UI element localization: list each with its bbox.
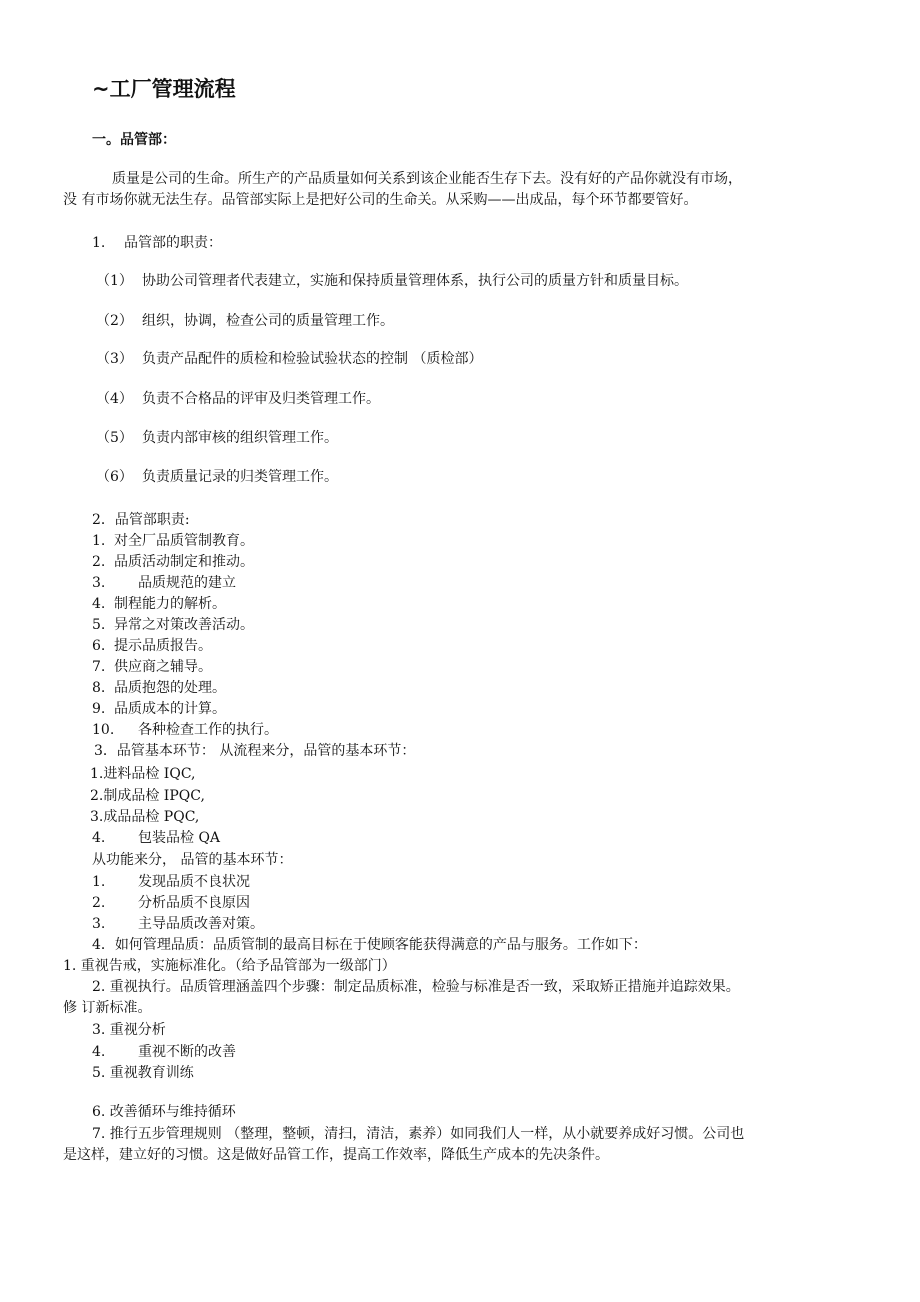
how-item-4-text: 重视不断的改善 bbox=[138, 1044, 236, 1060]
how-item-2-line-1: 2. 重视执行。品质管理涵盖四个步骤：制定品质标准，检验与标准是否一致，采取矫正措施并追踪效果。 bbox=[92, 979, 740, 995]
duty-item-text: 负责产品配件的质检和检验试验状态的控制 （质检部） bbox=[142, 351, 483, 367]
flow-item bbox=[90, 808, 199, 826]
flow-item-text: 进料品检 IQC, bbox=[103, 766, 196, 782]
improvement-cycle-item: 6. 改善循环与维持循环 bbox=[92, 1104, 236, 1120]
responsibility-text: 对全厂品质管制教育。 bbox=[114, 533, 254, 549]
function-heading: 从功能来分， 品管的基本环节： bbox=[92, 852, 293, 868]
how-item-3: 3. 重视分析 bbox=[92, 1022, 166, 1038]
responsibility-text: 品质规范的建立 bbox=[138, 575, 236, 591]
function-item bbox=[92, 894, 250, 912]
responsibility-item bbox=[92, 679, 226, 697]
responsibility-number: 9. bbox=[92, 701, 106, 717]
responsibility-item bbox=[92, 637, 212, 655]
flow-item-number: 2. bbox=[90, 788, 104, 804]
section-heading-quality-dept: 一。品管部： bbox=[92, 132, 176, 148]
responsibility-item bbox=[92, 595, 226, 613]
duty-item-number: （3） bbox=[96, 351, 133, 367]
duties-heading-text: 品管部的职责： bbox=[124, 235, 222, 251]
flow-item-text: 制成品检 IPQC, bbox=[103, 788, 205, 804]
duty-item-text: 负责质量记录的归类管理工作。 bbox=[142, 469, 338, 485]
responsibility-number: 6. bbox=[92, 638, 106, 654]
flow-item-number: 1. bbox=[90, 766, 104, 782]
responsibility-number: 5. bbox=[92, 617, 106, 633]
responsibility-number: 4. bbox=[92, 596, 106, 612]
flow-item-number: 3. bbox=[90, 809, 104, 825]
responsibility-number: 8. bbox=[92, 680, 106, 696]
responsibility-item bbox=[92, 721, 278, 739]
duties-heading bbox=[92, 234, 222, 252]
responsibility-text: 品质抱怨的处理。 bbox=[114, 680, 226, 696]
responsibility-item bbox=[92, 700, 226, 718]
duty-item bbox=[96, 468, 338, 486]
function-item-number: 2. bbox=[92, 895, 106, 911]
duty-item bbox=[96, 272, 688, 290]
function-item-number: 1. bbox=[92, 874, 106, 890]
responsibility-item bbox=[92, 616, 254, 634]
responsibility-text: 异常之对策改善活动。 bbox=[114, 617, 254, 633]
duty-item-number: （4） bbox=[96, 391, 133, 407]
how-item-4-number: 4. bbox=[92, 1044, 106, 1060]
duty-item-text: 负责内部审核的组织管理工作。 bbox=[142, 430, 338, 446]
flow-item-text: 成品品检 PQC, bbox=[103, 809, 200, 825]
how-item-1: 1. 重视告戒，实施标准化。（给予品管部为一级部门） bbox=[63, 958, 396, 974]
intro-paragraph-line-2: 没 有市场你就无法生存。品管部实际上是把好公司的生命关。从采购——出成品，每个环节都要管好。 bbox=[63, 192, 698, 208]
function-item-text: 分析品质不良原因 bbox=[138, 895, 250, 911]
responsibility-text: 各种检查工作的执行。 bbox=[138, 722, 278, 738]
duty-item bbox=[96, 350, 482, 368]
how-item-5: 5. 重视教育训练 bbox=[92, 1065, 194, 1081]
how-item-2-line-2: 修 订新标准。 bbox=[63, 1000, 152, 1016]
duty-item-text: 负责不合格品的评审及归类管理工作。 bbox=[142, 391, 380, 407]
duty-item-number: （1） bbox=[96, 273, 133, 289]
function-item-number: 3. bbox=[92, 916, 106, 932]
responsibility-number: 3. bbox=[92, 575, 106, 591]
responsibility-text: 品质成本的计算。 bbox=[114, 701, 226, 717]
duty-item-number: （2） bbox=[96, 313, 133, 329]
responsibility-item bbox=[92, 553, 254, 571]
responsibility-number: 7. bbox=[92, 659, 106, 675]
document-title: ~工厂管理流程 bbox=[92, 77, 236, 101]
how-heading: 4．如何管理品质：品质管制的最高目标在于使顾客能获得满意的产品与服务。工作如下： bbox=[92, 937, 647, 953]
responsibility-number: 1. bbox=[92, 533, 106, 549]
duty-item bbox=[96, 390, 380, 408]
five-step-rule-line-2: 是这样，建立好的习惯。这是做好品管工作，提高工作效率，降低生产成本的先决条件。 bbox=[63, 1147, 609, 1163]
flow-item-text: 包装品检 QA bbox=[138, 830, 221, 846]
flow-item bbox=[90, 765, 195, 783]
responsibility-text: 提示品质报告。 bbox=[114, 638, 212, 654]
function-item-text: 发现品质不良状况 bbox=[138, 874, 250, 890]
responsibility-text: 制程能力的解析。 bbox=[114, 596, 226, 612]
duty-item-number: （6） bbox=[96, 469, 133, 485]
intro-paragraph-line-1: 质量是公司的生命。所生产的产品质量如何关系到该企业能否生存下去。没有好的产品你就没有市场， bbox=[112, 171, 742, 187]
responsibility-item bbox=[92, 658, 212, 676]
function-item bbox=[92, 915, 264, 933]
responsibilities-heading: 2．品管部职责: bbox=[92, 512, 190, 528]
five-step-rule-line-1: 7. 推行五步管理规则 （整理，整顿，清扫，清洁，素养）如同我们人一样，从小就要养成好习惯。公司也 bbox=[92, 1126, 745, 1142]
function-item-text: 主导品质改善对策。 bbox=[138, 916, 264, 932]
flow-item-number: 4. bbox=[92, 830, 106, 846]
responsibility-number: 2. bbox=[92, 554, 106, 570]
duty-item bbox=[96, 429, 338, 447]
duty-item-text: 协助公司管理者代表建立，实施和保持质量管理体系，执行公司的质量方针和质量目标。 bbox=[142, 273, 688, 289]
duty-item-text: 组织，协调，检查公司的质量管理工作。 bbox=[142, 313, 394, 329]
flow-item bbox=[90, 787, 205, 805]
duties-heading-number: 1. bbox=[92, 235, 106, 251]
duty-item bbox=[96, 312, 394, 330]
responsibility-item bbox=[92, 532, 254, 550]
flow-item bbox=[92, 829, 220, 847]
how-item-4 bbox=[92, 1043, 236, 1061]
responsibility-text: 品质活动制定和推动。 bbox=[114, 554, 254, 570]
function-item bbox=[92, 873, 250, 891]
basics-heading: 3．品管基本环节： 从流程来分，品管的基本环节： bbox=[94, 743, 416, 759]
responsibility-item bbox=[92, 574, 236, 592]
duty-item-number: （5） bbox=[96, 430, 133, 446]
responsibility-number: 10. bbox=[92, 722, 115, 738]
responsibility-text: 供应商之辅导。 bbox=[114, 659, 212, 675]
